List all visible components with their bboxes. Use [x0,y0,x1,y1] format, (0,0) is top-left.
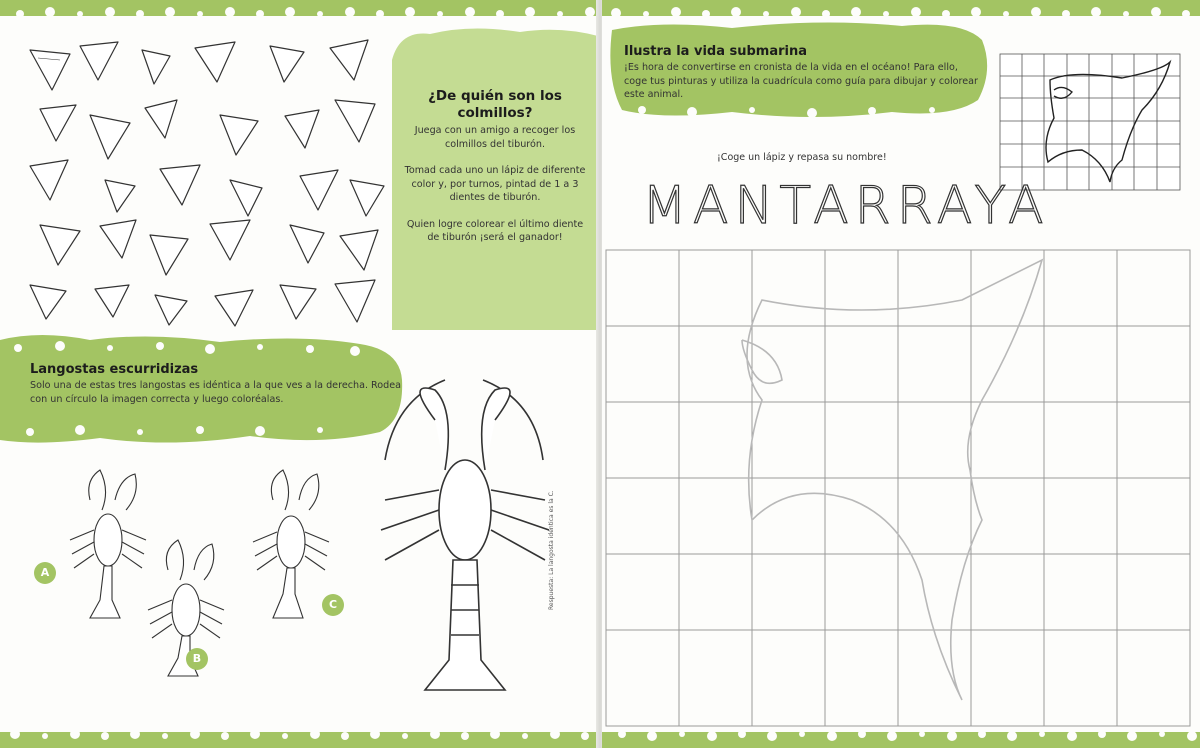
shark-tooth-icon [340,230,378,270]
colmillos-section [400,88,590,258]
shark-tooth-icon [30,50,70,90]
top-bubble-border-icon [602,0,1200,18]
ilustra-body: ¡Es hora de convertirse en cronista de la vida en el océano! Para ello, coge tus pinturas y utiliza la cuadrícula como guía para dibujar y colorear este animal. [624,62,978,100]
answer-note: Respuesta: La langosta idéntica es la C. [548,490,555,610]
shark-tooth-icon [30,285,66,319]
lobster-icon-reference [381,380,549,690]
trace-word[interactable]: MANTARRAYA [642,176,1050,236]
shark-tooth-icon [160,165,200,205]
shark-tooth-icon [330,40,368,80]
option-badge-b[interactable]: B [186,648,208,670]
shark-tooth-icon [95,285,129,317]
left-page [0,0,598,748]
shark-tooth-icon [90,115,130,159]
ilustra-section [624,44,984,102]
shark-tooth-icon [350,180,384,216]
ilustra-title: Ilustra la vida submarina [624,44,808,59]
shark-tooth-icon [220,115,258,155]
shark-tooth-icon [300,170,338,210]
shark-tooth-icon [155,295,187,325]
shark-tooth-icon [145,100,177,138]
drawing-grid [606,250,1190,726]
colmillos-paragraph-3: Quien logre colorear el último diente de tiburón ¡será el ganador! [406,218,584,243]
option-badge-c[interactable]: C [322,594,344,616]
shark-tooth-icon [142,50,170,84]
shark-tooth-icon [335,280,375,322]
shark-tooth-icon [335,100,375,142]
shark-tooth-icon [150,235,188,275]
langostas-body: Solo una de estas tres langostas es idéntica a la que ves a la derecha. Rodea con un círculo la imagen correcta y luego coloréalas. [30,380,402,405]
lobster-icon-a [70,470,146,618]
shark-tooth-icon [80,42,118,80]
top-bubble-border-icon [0,0,598,18]
shark-tooth-icon [30,160,68,200]
colmillos-title: ¿De quién son los colmillos? [428,88,562,121]
shark-tooth-icon [215,290,253,326]
right-page-art [602,0,1200,748]
lobster-icon-c [253,470,329,618]
shark-tooth-icon [210,220,250,260]
colmillos-paragraph-1: Juega con un amigo a recoger los colmillos del tiburón. [414,125,576,150]
langostas-section [30,362,410,406]
shark-teeth-grid [30,40,384,326]
bottom-bubble-border-icon [602,730,1200,748]
shark-tooth-icon [230,180,262,216]
colmillos-paragraph-2: Tomad cada uno un lápiz de diferente color y, por turnos, pintad de 1 a 3 dientes de tiburón. [404,165,586,203]
shark-tooth-icon [280,285,316,319]
bottom-bubble-border-icon [0,729,598,748]
shark-tooth-icon [285,110,319,148]
langostas-title: Langostas escurridizas [30,362,199,377]
right-page [602,0,1200,748]
shark-tooth-icon [100,220,136,258]
shark-tooth-icon [195,42,235,82]
shark-tooth-icon [40,105,76,141]
shark-tooth-icon [105,180,135,212]
option-badge-a[interactable]: A [34,562,56,584]
shark-tooth-icon [290,225,324,263]
shark-tooth-icon [270,46,304,82]
trace-label: ¡Coge un lápiz y repasa su nombre! [717,152,887,163]
shark-tooth-icon [40,225,80,265]
